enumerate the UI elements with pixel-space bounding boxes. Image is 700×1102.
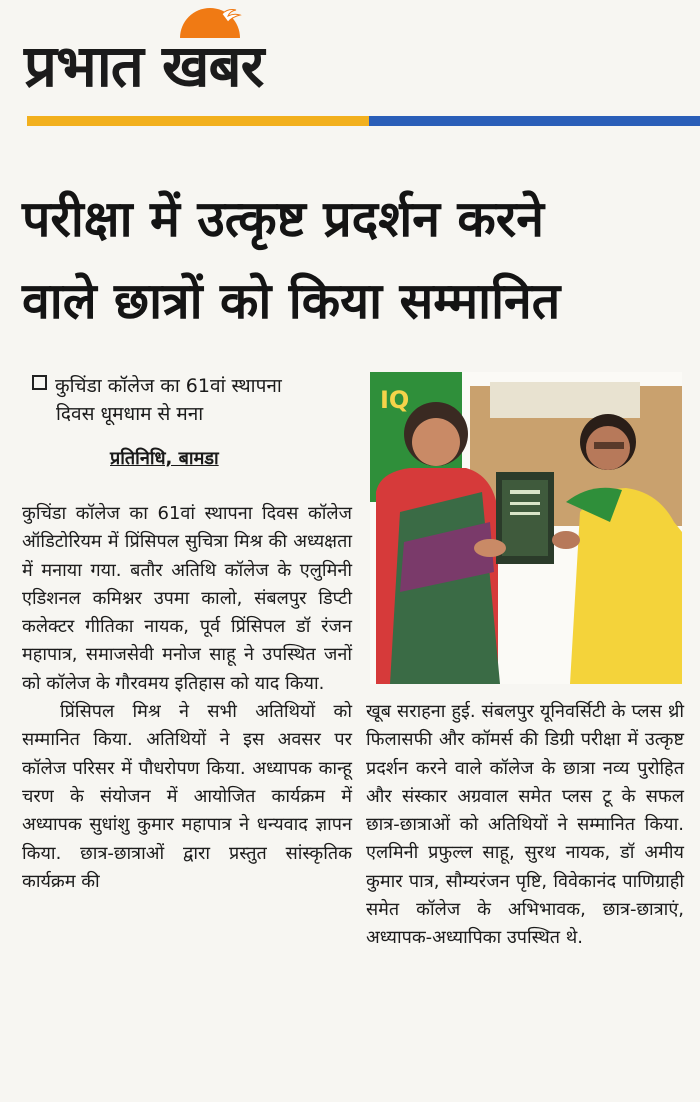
masthead-divider — [27, 116, 700, 126]
subheadline-line-1: कुचिंडा कॉलेज का 61वां स्थापना — [55, 375, 282, 397]
divider-yellow — [27, 116, 369, 126]
article-paragraph: प्रिंसिपल मिश्र ने सभी अतिथियों को सम्मानित किया. अतिथियों ने इस अवसर पर कॉलेज परिसर में पौधरोपण किया. अध्यापक कान्हू चरण के संयोजन में आयोजित कार्यक्रम में अध्यापक सुधांशु कुमार महापात्र ने धन्यवाद ज्ञापन किया. छात्र-छात्राओं द्वारा प्रस्तुत सांस्कृतिक कार्यक्रम की — [22, 701, 352, 892]
subheadline-line-2: दिवस धूमधाम से मना — [56, 403, 204, 425]
divider-blue — [369, 116, 700, 126]
news-photo — [370, 372, 682, 684]
bullet-box-icon — [32, 375, 47, 390]
article-paragraph: खूब सराहना हुई. संबलपुर यूनिवर्सिटी के प्लस थ्री फिलासफी और कॉमर्स की डिग्री परीक्षा में उत्कृष्ट प्रदर्शन करने वाले कॉलेज के छात्रा नव्य पुरोहित और संस्कार अग्रवाल समेत प्लस टू के सफल छात्र-छात्राओं को अतिथियों ने सम्मानित किया. एलमिनी प्रफुल्ल साहू, सुरथ नायक, डॉ अमीय कुमार पात्र, सौम्यरंजन पृष्टि, विवेकानंद पाणिग्राही समेत कॉलेज के अभिभावक, छात्र-छात्राएं, अध्यापक-अध्यापिका उपस्थित थे. — [366, 701, 684, 949]
masthead — [14, 0, 454, 110]
article-paragraph: कुचिंडा कॉलेज का 61वां स्थापना दिवस कॉलेज ऑडिटोरियम में प्रिंसिपल सुचित्रा मिश्र की अध्यक्षता में मनाया गया. बतौर अतिथि कॉलेज के एलुमिनी एडिशनल कमिश्नर उपमा कालो, संबलपुर डिप्टी कलेक्टर गीतिका नायक, पूर्व प्रिंसिपल डॉ रंजन महापात्र, समाजसेवी मनोज साहू ने उपस्थित जनों को कॉलेज के गौरवमय इतिहास को याद किया. — [22, 503, 352, 694]
banner-text: IQ — [380, 386, 410, 414]
article-column-left — [22, 500, 352, 896]
headline-line-1: परीक्षा में उत्कृष्ट प्रदर्शन करने — [22, 190, 544, 248]
newspaper-logo: प्रभात खबर — [24, 32, 264, 100]
byline: प्रतिनिधि, बामडा — [110, 448, 219, 469]
photo-illustration — [370, 372, 682, 684]
subheadline — [32, 372, 362, 428]
article-column-right — [366, 698, 684, 953]
headline — [22, 178, 692, 342]
headline-line-2: वाले छात्रों को किया सम्मानित — [22, 272, 561, 330]
